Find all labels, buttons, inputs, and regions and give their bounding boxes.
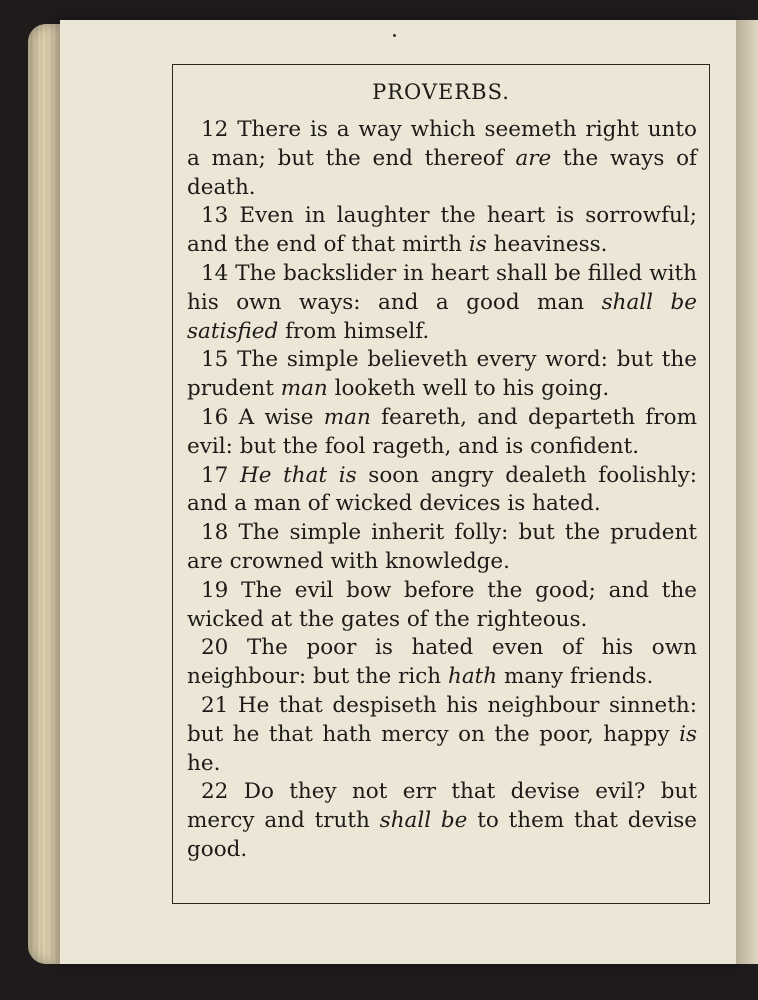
verse bbox=[187, 116, 697, 202]
verse bbox=[187, 692, 697, 778]
verse-italic-text: is bbox=[679, 721, 697, 747]
verse-italic-text: man bbox=[323, 404, 371, 430]
verse-italic-text: is bbox=[468, 232, 487, 258]
verse-text: he. bbox=[187, 750, 221, 776]
page-title: PROVERBS. bbox=[372, 80, 510, 104]
verse-text: 16 A wise bbox=[201, 404, 324, 430]
verse-text: 19 The evil bow before the good; and the wicked at the gates of the righteous. bbox=[187, 577, 697, 632]
verse-text: 15 The simple believeth every word: but the prudent bbox=[187, 347, 697, 402]
verse bbox=[187, 404, 697, 462]
verse-italic-text: He that is bbox=[240, 462, 357, 488]
verse-text: from himself. bbox=[278, 318, 430, 344]
verse-italic-text: are bbox=[515, 145, 552, 171]
verse-text: to them that devise good. bbox=[187, 808, 697, 862]
verse bbox=[187, 778, 697, 864]
verse bbox=[187, 260, 697, 346]
verse bbox=[187, 634, 697, 692]
book-gutter bbox=[736, 20, 758, 964]
verse-italic-text: shall be satisfied bbox=[187, 289, 697, 344]
verse-text: looketh well to his going. bbox=[327, 376, 610, 402]
verse-text: 18 The simple inherit folly: but the prudent are crowned with knowledge. bbox=[187, 520, 697, 574]
verse-italic-text: man bbox=[280, 376, 328, 402]
verse bbox=[187, 519, 697, 577]
verse-text: 14 The backslider in heart shall be filled with his own ways: and a good man bbox=[187, 260, 697, 315]
verse bbox=[187, 462, 697, 520]
verse-text: feareth, and departeth from evil: but the fool rageth, and is confident. bbox=[187, 404, 697, 459]
verse-text: heaviness. bbox=[486, 232, 608, 258]
verse-text: 21 He that despiseth his neighbour sinneth: but he that hath mercy on the poor, happy bbox=[187, 692, 697, 747]
verse bbox=[187, 577, 697, 635]
verse-text: the ways of death. bbox=[187, 145, 698, 200]
verse-text: 12 There is a way which seemeth right unto a man; but the end thereof bbox=[187, 117, 697, 171]
verse bbox=[187, 346, 697, 404]
verse-text: 20 The poor is hated even of his own neighbour: but the rich bbox=[187, 635, 697, 690]
verse-text: 22 Do they not err that devise evil? but mercy and truth bbox=[187, 779, 697, 834]
verse-text-block bbox=[187, 116, 697, 865]
verse-text: 13 Even in laughter the heart is sorrowful; and the end of that mirth bbox=[187, 203, 697, 258]
verse-italic-text: hath bbox=[447, 664, 498, 690]
verse-text: soon angry dealeth foolishly: and a man of wicked devices is hated. bbox=[187, 462, 698, 517]
printer-mark bbox=[393, 34, 396, 37]
verse-text: 17 bbox=[201, 462, 241, 488]
verse bbox=[187, 202, 697, 260]
verse-italic-text: shall be bbox=[379, 808, 468, 834]
verse-text: many friends. bbox=[497, 664, 654, 690]
